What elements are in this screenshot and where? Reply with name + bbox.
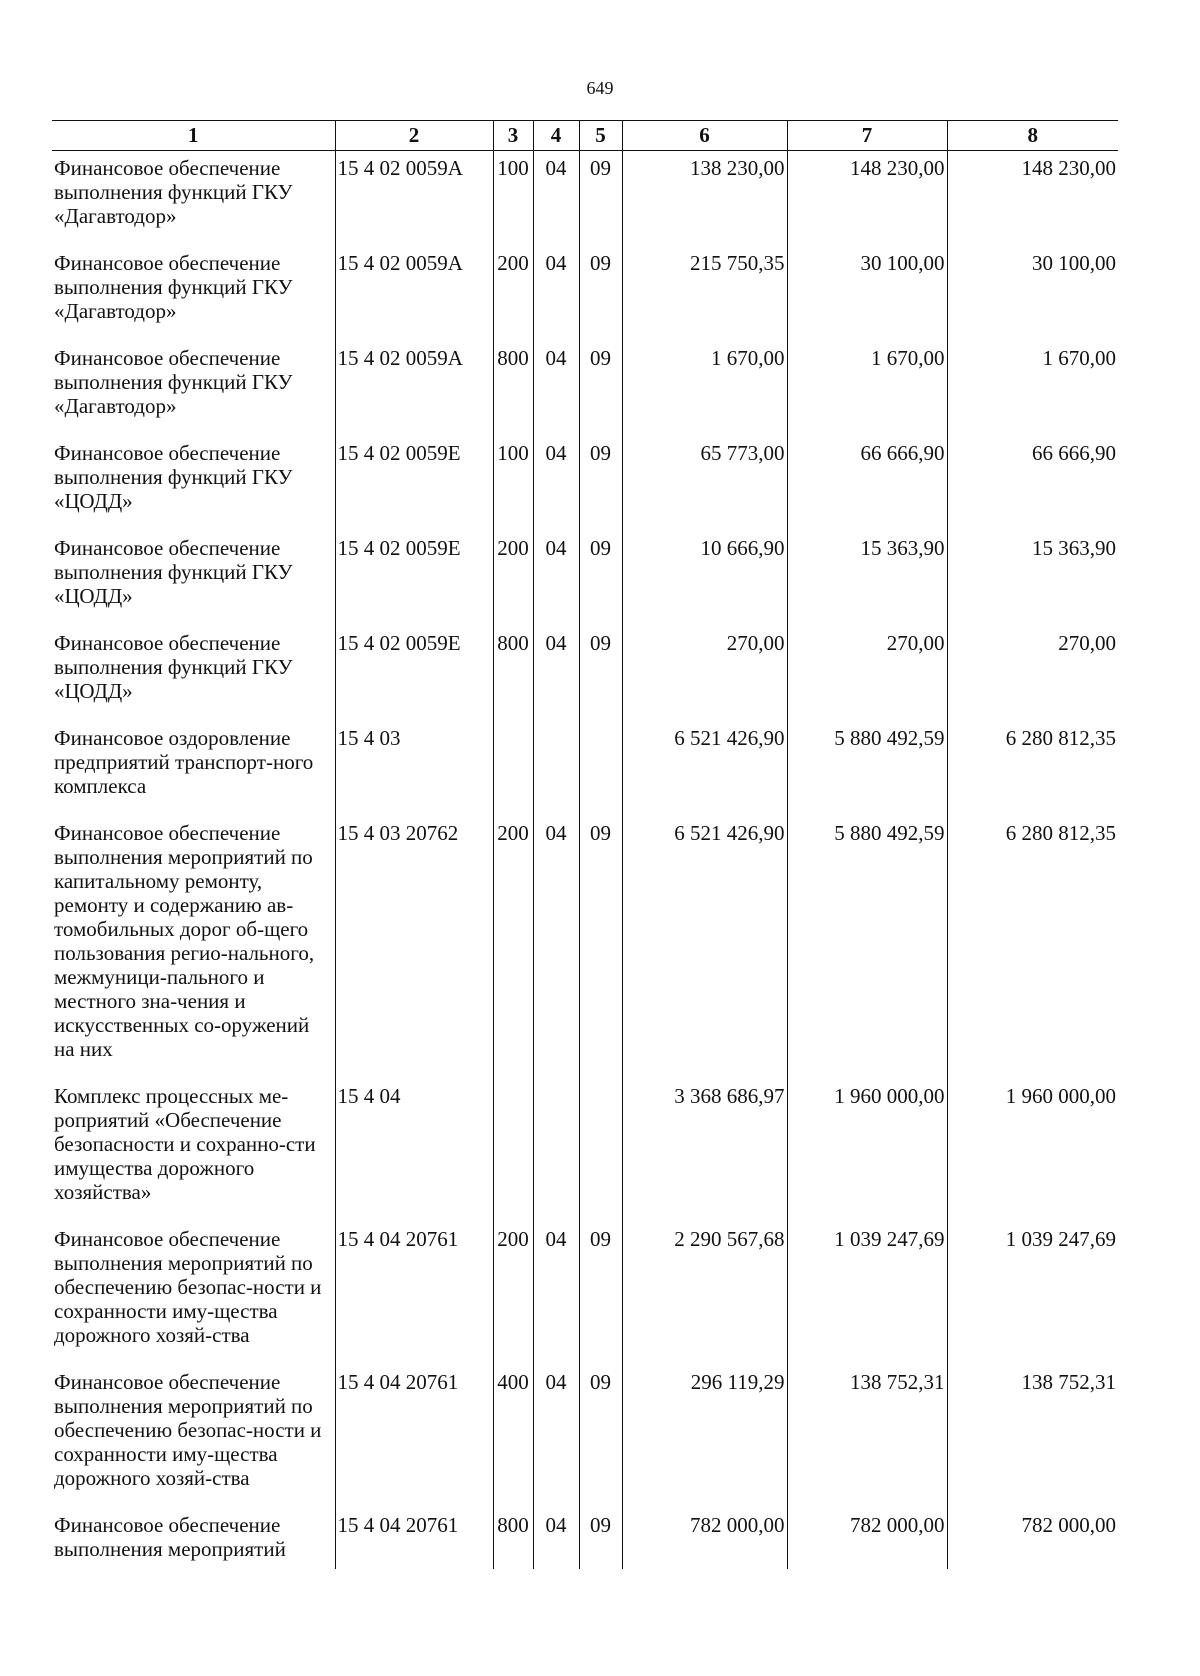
row-col4-cell: 04 xyxy=(533,151,579,247)
row-col4-cell xyxy=(533,1079,579,1222)
row-code-cell: 15 4 02 0059А xyxy=(335,341,493,436)
row-amount-col8-cell: 1 670,00 xyxy=(947,341,1118,436)
row-amount-col7-cell: 66 666,90 xyxy=(787,436,947,531)
row-col4-cell: 04 xyxy=(533,531,579,626)
row-amount-col7-cell: 1 960 000,00 xyxy=(787,1079,947,1222)
row-amount-col7-cell: 5 880 492,59 xyxy=(787,721,947,816)
row-col5-cell: 09 xyxy=(579,531,622,626)
row-amount-col6-cell: 3 368 686,97 xyxy=(622,1079,787,1222)
row-col5-cell xyxy=(579,1079,622,1222)
row-amount-col8-cell: 270,00 xyxy=(947,626,1118,721)
column-header: 6 xyxy=(622,121,787,151)
table-row xyxy=(52,341,1118,436)
column-header: 5 xyxy=(579,121,622,151)
budget-table xyxy=(52,120,1118,1569)
row-code-cell: 15 4 02 0059Е xyxy=(335,531,493,626)
table-row xyxy=(52,1079,1118,1222)
row-col3-cell: 800 xyxy=(493,341,533,436)
column-header: 3 xyxy=(493,121,533,151)
row-col3-cell: 200 xyxy=(493,246,533,341)
row-code-cell: 15 4 02 0059А xyxy=(335,151,493,247)
row-code-cell: 15 4 04 20761 xyxy=(335,1222,493,1365)
row-col5-cell: 09 xyxy=(579,436,622,531)
row-col5-cell: 09 xyxy=(579,816,622,1079)
row-amount-col7-cell: 30 100,00 xyxy=(787,246,947,341)
row-code-cell: 15 4 04 xyxy=(335,1079,493,1222)
row-amount-col8-cell: 1 039 247,69 xyxy=(947,1222,1118,1365)
row-col3-cell xyxy=(493,1079,533,1222)
row-amount-col8-cell: 15 363,90 xyxy=(947,531,1118,626)
table-row xyxy=(52,1222,1118,1365)
row-name-cell: Финансовое обеспечение выполнения функций ГКУ «Дагавтодор» xyxy=(54,156,293,228)
row-name-cell: Финансовое обеспечение выполнения функций ГКУ «Дагавтодор» xyxy=(54,346,293,418)
table-header-row xyxy=(52,121,1118,151)
row-col5-cell xyxy=(579,721,622,816)
row-name-cell: Финансовое обеспечение выполнения функций ГКУ «Дагавтодор» xyxy=(54,251,293,323)
row-col5-cell: 09 xyxy=(579,626,622,721)
row-name-cell: Финансовое обеспечение выполнения мероприятий xyxy=(54,1513,286,1561)
row-amount-col6-cell: 138 230,00 xyxy=(622,151,787,247)
table-row xyxy=(52,531,1118,626)
row-amount-col6-cell: 1 670,00 xyxy=(622,341,787,436)
row-col5-cell: 09 xyxy=(579,246,622,341)
row-col3-cell: 200 xyxy=(493,531,533,626)
row-col5-cell: 09 xyxy=(579,1508,622,1569)
column-header: 2 xyxy=(335,121,493,151)
page-number: 649 xyxy=(586,78,614,98)
column-header: 1 xyxy=(52,121,335,151)
row-amount-col8-cell: 6 280 812,35 xyxy=(947,721,1118,816)
row-code-cell: 15 4 02 0059А xyxy=(335,246,493,341)
row-name-cell: Финансовое обеспечение выполнения функций ГКУ «ЦОДД» xyxy=(54,536,293,608)
row-col4-cell: 04 xyxy=(533,1222,579,1365)
row-col4-cell: 04 xyxy=(533,1508,579,1569)
row-col5-cell: 09 xyxy=(579,1222,622,1365)
row-name-cell: Финансовое оздоровление предприятий транспорт-ного комплекса xyxy=(54,726,314,798)
row-amount-col6-cell: 6 521 426,90 xyxy=(622,816,787,1079)
table-row xyxy=(52,246,1118,341)
row-col4-cell: 04 xyxy=(533,816,579,1079)
row-code-cell: 15 4 02 0059Е xyxy=(335,436,493,531)
row-col5-cell: 09 xyxy=(579,151,622,247)
row-col3-cell: 200 xyxy=(493,816,533,1079)
row-name-cell: Финансовое обеспечение выполнения мероприятий по обеспечению безопас-ности и сохранности иму-щества дорожного хозяй-ства xyxy=(54,1227,322,1347)
column-header: 8 xyxy=(947,121,1118,151)
row-col3-cell: 800 xyxy=(493,626,533,721)
row-amount-col8-cell: 66 666,90 xyxy=(947,436,1118,531)
row-amount-col7-cell: 1 670,00 xyxy=(787,341,947,436)
row-amount-col8-cell: 1 960 000,00 xyxy=(947,1079,1118,1222)
row-col3-cell: 400 xyxy=(493,1365,533,1508)
row-amount-col6-cell: 215 750,35 xyxy=(622,246,787,341)
row-col4-cell: 04 xyxy=(533,1365,579,1508)
table-row xyxy=(52,436,1118,531)
row-amount-col6-cell: 2 290 567,68 xyxy=(622,1222,787,1365)
row-col4-cell: 04 xyxy=(533,246,579,341)
table-row xyxy=(52,816,1118,1079)
row-name-cell: Комплекс процессных ме-роприятий «Обеспечение безопасности и сохранно-сти имущества дорожного хозяйства» xyxy=(54,1084,316,1204)
row-amount-col6-cell: 65 773,00 xyxy=(622,436,787,531)
row-amount-col6-cell: 6 521 426,90 xyxy=(622,721,787,816)
row-name-cell: Финансовое обеспечение выполнения функций ГКУ «ЦОДД» xyxy=(54,441,293,513)
row-code-cell: 15 4 02 0059Е xyxy=(335,626,493,721)
row-col3-cell: 200 xyxy=(493,1222,533,1365)
row-amount-col7-cell: 5 880 492,59 xyxy=(787,816,947,1079)
row-amount-col6-cell: 782 000,00 xyxy=(622,1508,787,1569)
row-amount-col6-cell: 10 666,90 xyxy=(622,531,787,626)
column-header: 7 xyxy=(787,121,947,151)
row-code-cell: 15 4 03 xyxy=(335,721,493,816)
row-col3-cell: 100 xyxy=(493,151,533,247)
row-name-cell: Финансовое обеспечение выполнения мероприятий по обеспечению безопас-ности и сохранности иму-щества дорожного хозяй-ства xyxy=(54,1370,322,1490)
row-col3-cell: 800 xyxy=(493,1508,533,1569)
row-name-cell: Финансовое обеспечение выполнения функций ГКУ «ЦОДД» xyxy=(54,631,293,703)
row-col5-cell: 09 xyxy=(579,1365,622,1508)
row-amount-col7-cell: 270,00 xyxy=(787,626,947,721)
row-amount-col7-cell: 138 752,31 xyxy=(787,1365,947,1508)
table-row xyxy=(52,626,1118,721)
row-amount-col7-cell: 782 000,00 xyxy=(787,1508,947,1569)
row-col4-cell: 04 xyxy=(533,341,579,436)
row-amount-col7-cell: 15 363,90 xyxy=(787,531,947,626)
row-col5-cell: 09 xyxy=(579,341,622,436)
table-row xyxy=(52,1508,1118,1569)
column-header: 4 xyxy=(533,121,579,151)
table-row xyxy=(52,1365,1118,1508)
row-amount-col8-cell: 148 230,00 xyxy=(947,151,1118,247)
row-code-cell: 15 4 04 20761 xyxy=(335,1508,493,1569)
row-amount-col8-cell: 782 000,00 xyxy=(947,1508,1118,1569)
row-amount-col6-cell: 296 119,29 xyxy=(622,1365,787,1508)
row-amount-col8-cell: 30 100,00 xyxy=(947,246,1118,341)
row-name-cell: Финансовое обеспечение выполнения мероприятий по капитальному ремонту, ремонту и содержанию ав-томобильных дорог об-щего пользования регио-нального, межмуници-пального и местного зна-чения и искусственных со-оружений на них xyxy=(54,821,315,1061)
row-code-cell: 15 4 03 20762 xyxy=(335,816,493,1079)
row-col3-cell xyxy=(493,721,533,816)
row-col4-cell xyxy=(533,721,579,816)
row-code-cell: 15 4 04 20761 xyxy=(335,1365,493,1508)
row-amount-col6-cell: 270,00 xyxy=(622,626,787,721)
row-amount-col7-cell: 148 230,00 xyxy=(787,151,947,247)
row-col4-cell: 04 xyxy=(533,436,579,531)
row-amount-col8-cell: 6 280 812,35 xyxy=(947,816,1118,1079)
table-row xyxy=(52,721,1118,816)
row-col4-cell: 04 xyxy=(533,626,579,721)
table-row xyxy=(52,151,1118,247)
row-amount-col7-cell: 1 039 247,69 xyxy=(787,1222,947,1365)
row-amount-col8-cell: 138 752,31 xyxy=(947,1365,1118,1508)
row-col3-cell: 100 xyxy=(493,436,533,531)
